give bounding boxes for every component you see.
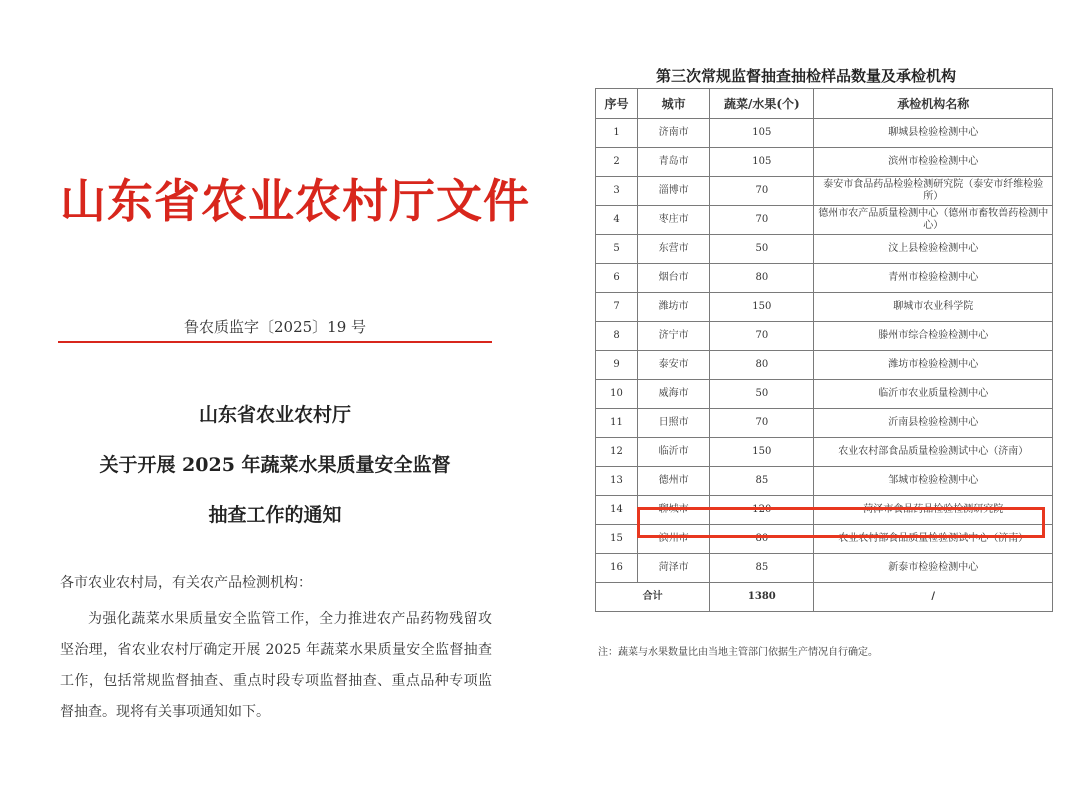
row-number: 13 bbox=[596, 467, 638, 496]
table-row bbox=[596, 467, 1053, 496]
row-sample-count: 85 bbox=[710, 467, 814, 496]
row-city: 青岛市 bbox=[638, 148, 710, 177]
table-row bbox=[596, 293, 1053, 322]
row-number: 9 bbox=[596, 351, 638, 380]
row-institution: 青州市检验检测中心 bbox=[814, 264, 1053, 293]
row-institution: 邹城市检验检测中心 bbox=[814, 467, 1053, 496]
total-row bbox=[596, 583, 1053, 612]
row-number: 15 bbox=[596, 525, 638, 554]
row-number: 6 bbox=[596, 264, 638, 293]
row-institution: 菏泽市食品药品检验检测研究院 bbox=[814, 496, 1053, 525]
table-note: 注：蔬菜与水果数量比由当地主管部门依据生产情况自行确定。 bbox=[598, 647, 878, 658]
row-number: 10 bbox=[596, 380, 638, 409]
table-row bbox=[596, 206, 1053, 235]
red-divider bbox=[58, 341, 492, 343]
row-institution: 聊城市农业科学院 bbox=[814, 293, 1053, 322]
table-row bbox=[596, 409, 1053, 438]
row-city: 枣庄市 bbox=[638, 206, 710, 235]
row-sample-count: 150 bbox=[710, 293, 814, 322]
row-city: 潍坊市 bbox=[638, 293, 710, 322]
column-header: 城市 bbox=[638, 89, 710, 119]
table-row bbox=[596, 380, 1053, 409]
row-institution: 滕州市综合检验检测中心 bbox=[814, 322, 1053, 351]
row-city: 威海市 bbox=[638, 380, 710, 409]
document-title-line-2: 关于开展 2025 年蔬菜水果质量安全监督 bbox=[99, 454, 451, 476]
table-row bbox=[596, 554, 1053, 583]
row-sample-count: 80 bbox=[710, 264, 814, 293]
row-number: 1 bbox=[596, 119, 638, 148]
row-institution: 德州市农产品质量检测中心（德州市畜牧兽药检测中心） bbox=[814, 206, 1053, 235]
row-institution: 新泰市检验检测中心 bbox=[814, 554, 1053, 583]
row-number: 11 bbox=[596, 409, 638, 438]
row-number: 8 bbox=[596, 322, 638, 351]
row-sample-count: 70 bbox=[710, 322, 814, 351]
row-city: 菏泽市 bbox=[638, 554, 710, 583]
row-sample-count: 50 bbox=[710, 235, 814, 264]
table-row bbox=[596, 119, 1053, 148]
row-number: 12 bbox=[596, 438, 638, 467]
row-sample-count: 80 bbox=[710, 525, 814, 554]
row-city: 淄博市 bbox=[638, 177, 710, 206]
document-title-line-3: 抽查工作的通知 bbox=[208, 504, 342, 526]
row-institution: 聊城县检验检测中心 bbox=[814, 119, 1053, 148]
table-row bbox=[596, 148, 1053, 177]
table-row bbox=[596, 235, 1053, 264]
body-paragraph: 为强化蔬菜水果质量安全监管工作，全力推进农产品药物残留攻坚治理，省农业农村厅确定开展 2025 年蔬菜水果质量安全监督抽查工作，包括常规监督抽查、重点时段专项监督抽查、重点品种专项监督抽查。现将有关事项通知如下。 bbox=[60, 611, 492, 720]
row-sample-count: 105 bbox=[710, 148, 814, 177]
row-sample-count: 50 bbox=[710, 380, 814, 409]
row-city: 滨州市 bbox=[638, 525, 710, 554]
row-number: 7 bbox=[596, 293, 638, 322]
column-header: 蔬菜/水果(个) bbox=[710, 89, 814, 119]
row-city: 日照市 bbox=[638, 409, 710, 438]
row-city: 临沂市 bbox=[638, 438, 710, 467]
row-institution: 农业农村部食品质量检验测试中心（济南） bbox=[814, 438, 1053, 467]
document-header: 山东省农业农村厅文件 bbox=[60, 174, 530, 228]
row-city: 德州市 bbox=[638, 467, 710, 496]
row-city: 济南市 bbox=[638, 119, 710, 148]
column-header: 承检机构名称 bbox=[814, 89, 1053, 119]
table-row bbox=[596, 438, 1053, 467]
table-header-row bbox=[596, 89, 1053, 119]
table-row bbox=[596, 322, 1053, 351]
highlight-box bbox=[637, 507, 1045, 538]
table-title: 第三次常规监督抽查抽检样品数量及承检机构 bbox=[655, 67, 956, 85]
row-number: 2 bbox=[596, 148, 638, 177]
row-sample-count: 70 bbox=[710, 409, 814, 438]
row-city: 东营市 bbox=[638, 235, 710, 264]
total-label: 合计 bbox=[596, 583, 710, 612]
row-city: 济宁市 bbox=[638, 322, 710, 351]
column-header: 序号 bbox=[596, 89, 638, 119]
row-number: 4 bbox=[596, 206, 638, 235]
row-sample-count: 70 bbox=[710, 206, 814, 235]
row-number: 3 bbox=[596, 177, 638, 206]
row-institution: 泰安市食品药品检验检测研究院（泰安市纤维检验所） bbox=[814, 177, 1053, 206]
row-institution: 滨州市检验检测中心 bbox=[814, 148, 1053, 177]
row-institution: 汶上县检验检测中心 bbox=[814, 235, 1053, 264]
row-sample-count: 70 bbox=[710, 177, 814, 206]
row-sample-count: 120 bbox=[710, 496, 814, 525]
table-row bbox=[596, 177, 1053, 206]
document-number: 鲁农质监字〔2025〕19 号 bbox=[183, 318, 367, 336]
total-value: 1380 bbox=[710, 583, 814, 612]
total-institution: / bbox=[814, 583, 1053, 612]
row-number: 16 bbox=[596, 554, 638, 583]
row-sample-count: 105 bbox=[710, 119, 814, 148]
document-title-line-1: 山东省农业农村厅 bbox=[198, 404, 351, 426]
row-institution: 临沂市农业质量检测中心 bbox=[814, 380, 1053, 409]
row-number: 14 bbox=[596, 496, 638, 525]
table-row bbox=[596, 351, 1053, 380]
row-city: 泰安市 bbox=[638, 351, 710, 380]
row-city: 聊城市 bbox=[638, 496, 710, 525]
row-institution: 农业农村部食品质量检验测试中心（济南） bbox=[814, 525, 1053, 554]
row-number: 5 bbox=[596, 235, 638, 264]
row-institution: 沂南县检验检测中心 bbox=[814, 409, 1053, 438]
row-city: 烟台市 bbox=[638, 264, 710, 293]
salutation: 各市农业农村局，有关农产品检测机构： bbox=[60, 575, 312, 591]
attachment-table-page bbox=[560, 0, 1080, 809]
row-sample-count: 80 bbox=[710, 351, 814, 380]
row-sample-count: 150 bbox=[710, 438, 814, 467]
row-institution: 潍坊市检验检测中心 bbox=[814, 351, 1053, 380]
table-row bbox=[596, 264, 1053, 293]
row-sample-count: 85 bbox=[710, 554, 814, 583]
